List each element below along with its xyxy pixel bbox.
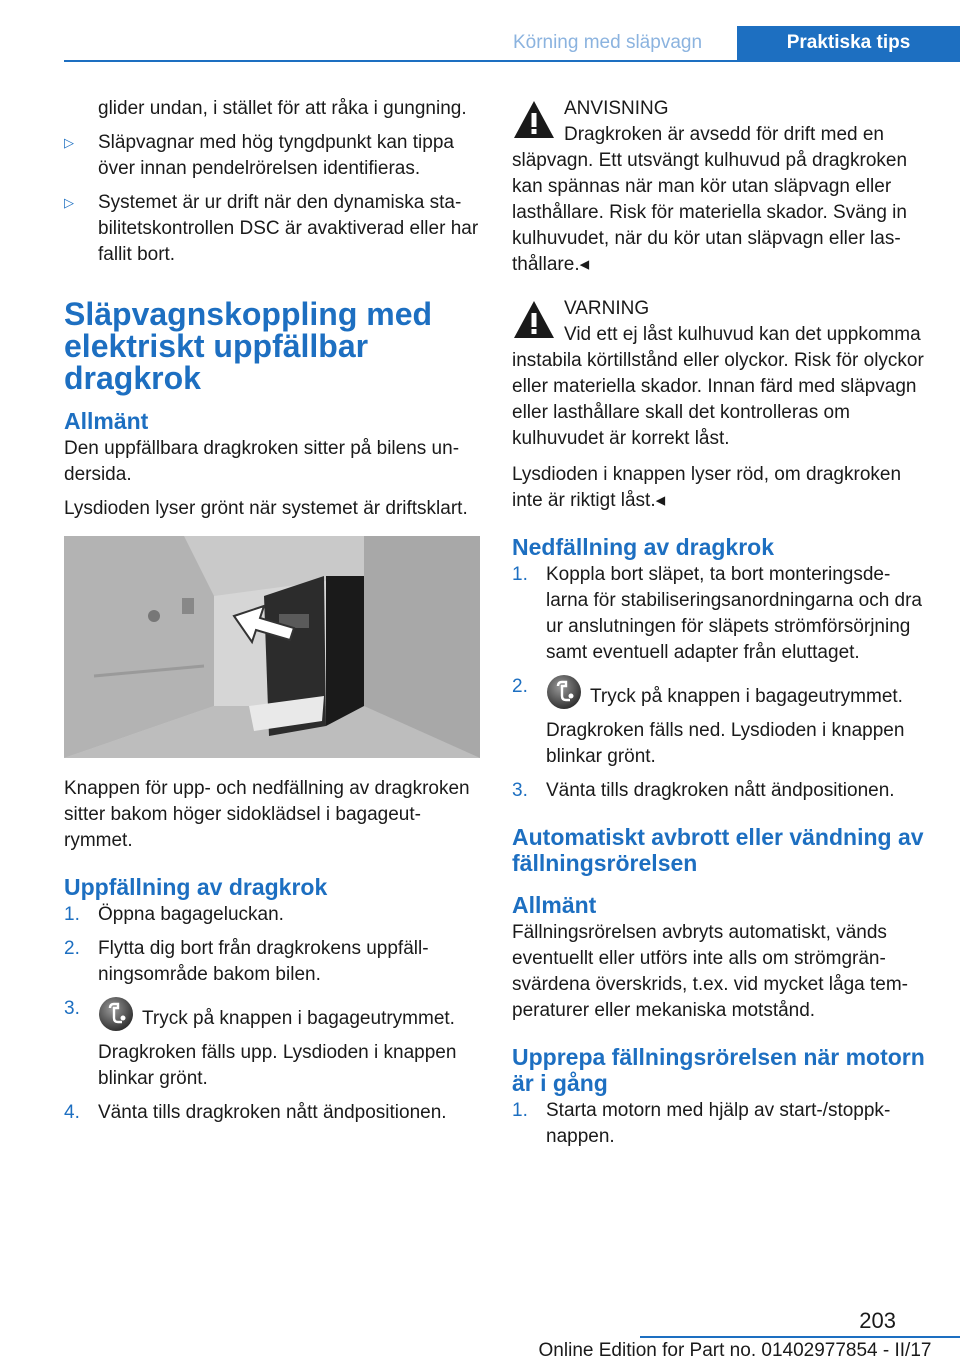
tow-hook-button-icon xyxy=(98,996,134,1032)
step-number: 1. xyxy=(64,904,80,925)
edition-note: Online Edition for Part no. 01402977854 - II/17 xyxy=(538,1340,932,1361)
step-text: Vänta tills dragkroken nått ändpositionen. xyxy=(98,1102,447,1123)
auto-heading: Automatiskt avbrott eller vändning av fällningsrörelsen xyxy=(512,824,924,876)
left-column xyxy=(64,96,480,1134)
photo-caption: Knappen för upp- och nedfällning av dragkroken sitter bakom höger sidoklädsel i bagageutrymmet. xyxy=(64,778,470,851)
step-result: Dragkroken fälls ned. Lysdioden i knappen blinkar grönt. xyxy=(546,720,905,767)
notice-box xyxy=(512,96,926,278)
notice-text: Dragkroken är avsedd för drift med en släpvagn. Ett utsvängt kulhuvud på dragkroken kan spännas när man kör utan släpvagn eller lasthållare. Risk för materiella skador. Sväng in kulhuvudet, när du kör utan släpvagn eller lasthållare.◂ xyxy=(512,124,908,275)
list-item xyxy=(64,902,480,928)
repeat-heading: Upprepa fällningsrörelsen när motorn är i gång xyxy=(512,1044,925,1096)
step-text: Vänta tills dragkroken nått ändpositionen. xyxy=(546,780,895,801)
list-item xyxy=(64,996,480,1092)
page-header xyxy=(0,0,960,62)
warning-triangle-icon xyxy=(512,98,556,144)
list-item xyxy=(64,1100,480,1126)
right-column xyxy=(512,96,926,1158)
general-heading: Allmänt xyxy=(64,408,149,434)
header-rule xyxy=(64,60,960,62)
intro-text: glider undan, i stället för att råka i gungning. xyxy=(98,98,467,119)
general-paragraph-1: Den uppfällbara dragkroken sitter på bilens undersida. xyxy=(64,438,460,485)
step-number: 2. xyxy=(64,938,80,959)
bullet-text: Systemet är ur drift när den dynamiska stabilitetskontrollen DSC är avaktiverad eller har fallit bort. xyxy=(98,192,479,265)
step-number: 4. xyxy=(64,1102,80,1123)
step-number: 1. xyxy=(512,1100,528,1121)
tow-hook-button-icon xyxy=(546,674,582,710)
step-number: 3. xyxy=(512,780,528,801)
header-chapter-tab: Praktiska tips xyxy=(737,26,960,60)
bullet-text: Släpvagnar med hög tyngdpunkt kan tippa över innan pendelrörelsen identifieras. xyxy=(98,132,454,179)
bullet-item xyxy=(64,130,480,182)
warning-box xyxy=(512,296,926,452)
step-number: 3. xyxy=(64,998,80,1019)
step-text: Koppla bort släpet, ta bort monteringsdelarna för stabiliseringsanordningarna och dra ur anslutningen för släpets strömförsörjning samt eventuell adapter från eluttaget. xyxy=(546,564,923,663)
footer-rule xyxy=(640,1336,960,1338)
warning-triangle-icon xyxy=(512,298,556,344)
list-item xyxy=(512,1098,926,1150)
warning-paragraph-2: Lysdioden i knappen lyser röd, om dragkroken inte är riktigt låst.◂ xyxy=(512,464,902,511)
step-text: Starta motorn med hjälp av start-/stoppknappen. xyxy=(546,1100,891,1147)
auto-subheading: Allmänt xyxy=(512,892,597,918)
list-item xyxy=(512,674,926,770)
step-number: 2. xyxy=(512,676,528,697)
step-text: Tryck på knappen i bagageutrymmet. xyxy=(142,1008,455,1029)
trunk-button-photo xyxy=(64,536,480,758)
general-paragraph-2: Lysdioden lyser grönt när systemet är driftsklart. xyxy=(64,498,468,519)
list-item xyxy=(512,778,926,804)
step-text: Öppna bagageluckan. xyxy=(98,904,284,925)
page-number: 203 xyxy=(859,1308,896,1333)
warning-text: Vid ett ej låst kulhuvud kan det uppkomma instabila körtillstånd eller olyckor. Risk för olyckor eller materiella skador. Innan färd med släpvagn eller lasthållare skall det kontrolleras om kulhuvudet är korrekt låst. xyxy=(512,324,924,449)
bullet-marker-icon: ▷ xyxy=(64,135,74,150)
step-text: Tryck på knappen i bagageutrymmet. xyxy=(590,686,903,707)
bullet-marker-icon: ▷ xyxy=(64,195,74,210)
notice-label: ANVISNING xyxy=(564,98,669,119)
step-text: Flytta dig bort från dragkrokens uppfällningsområde bakom bilen. xyxy=(98,938,429,985)
header-section-title: Körning med släpvagn xyxy=(512,32,703,53)
lower-heading: Nedfällning av dragkrok xyxy=(512,534,775,560)
list-item xyxy=(512,562,926,666)
bullet-item xyxy=(64,190,480,268)
warning-label: VARNING xyxy=(564,298,650,319)
list-item xyxy=(64,936,480,988)
step-number: 1. xyxy=(512,564,528,585)
auto-paragraph: Fällningsrörelsen avbryts automatiskt, vänds eventuellt eller utförs inte alls om strömgränsvärdena överskrids, t.ex. vid mycket låga temperaturer eller mekaniska motstånd. xyxy=(512,922,908,1021)
step-result: Dragkroken fälls upp. Lysdioden i knappen blinkar grönt. xyxy=(98,1042,457,1089)
section-title: Släpvagnskoppling med elektriskt uppfällbar dragkrok xyxy=(64,296,433,396)
raise-heading: Uppfällning av dragkrok xyxy=(64,874,328,900)
